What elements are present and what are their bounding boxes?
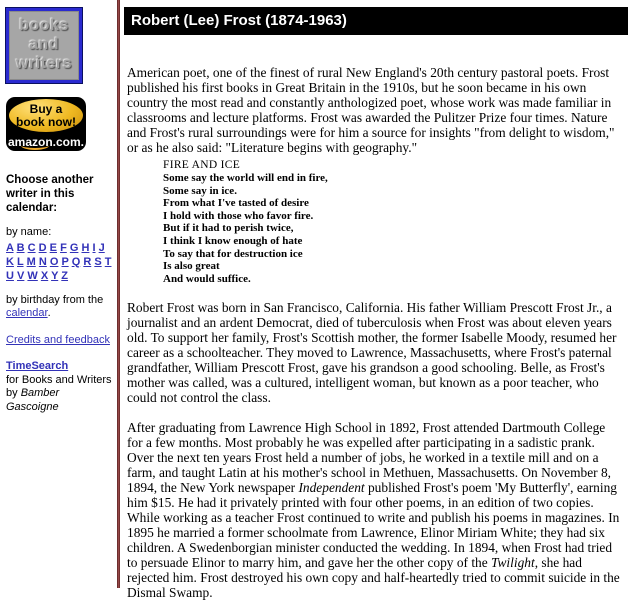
alphabet-link-V[interactable]: V bbox=[17, 269, 25, 282]
poem-line: Some say in ice. bbox=[163, 184, 237, 197]
italic-title: Independent bbox=[298, 480, 365, 496]
alphabet-link-X[interactable]: X bbox=[40, 269, 49, 282]
timesearch-author: Bamber Gascoigne bbox=[6, 387, 60, 413]
alphabet-link-O[interactable]: O bbox=[49, 255, 59, 268]
logo-line: and bbox=[29, 36, 59, 53]
timesearch-link[interactable]: TimeSearch bbox=[6, 360, 69, 372]
alphabet-link-M[interactable]: M bbox=[26, 255, 36, 268]
amazon-button-line1: Buy a bbox=[29, 102, 63, 116]
main-content bbox=[124, 7, 628, 600]
alphabet-link-U[interactable]: U bbox=[6, 269, 14, 282]
poem-line: To say that for destruction ice bbox=[163, 247, 303, 260]
alphabet-link-H[interactable]: H bbox=[81, 241, 90, 254]
amazon-brand-label: amazon.com. bbox=[7, 135, 85, 149]
alphabet-link-C[interactable]: C bbox=[27, 241, 36, 254]
poem-line: Some say the world will end in fire, bbox=[163, 172, 328, 184]
by-birthday-prefix: by birthday from the bbox=[6, 293, 104, 306]
alphabet-link-K[interactable]: K bbox=[6, 255, 14, 268]
alphabet-link-J[interactable]: J bbox=[98, 241, 105, 254]
alphabet-link-Q[interactable]: Q bbox=[71, 255, 81, 268]
chooser-heading: Choose another writer in this calendar: bbox=[6, 174, 94, 214]
amazon-buy-book-button[interactable] bbox=[6, 97, 86, 151]
biography-paragraph-3 bbox=[127, 420, 624, 600]
alphabet-link-T[interactable]: T bbox=[104, 255, 112, 268]
alphabet-link-F[interactable]: F bbox=[60, 241, 67, 254]
timesearch-block bbox=[6, 360, 114, 414]
alphabet-link-Z[interactable]: Z bbox=[61, 269, 69, 282]
amazon-button-line2: book now! bbox=[16, 115, 76, 129]
sidebar bbox=[6, 8, 114, 414]
biography-paragraph-2: Robert Frost was born in San Francisco, California. His father William Prescott Frost Jr., a journalist and an ardent Democrat, died of tuberculosis when Frost was about eleven years old. To support her family, Frost's Scottish mother, the former Isabelle Moody, resumed her career as a schoolteacher. They moved to Lawrence, Massachusetts, where Frost's paternal grandfather, William Prescott Frost, gave his grandson a good schooling. Belle, as Frost's mother was called, was a cultured, intelligent woman, but known as a poor teacher, who could not control the class. bbox=[127, 300, 617, 406]
poem-line: I hold with those who favor fire. bbox=[163, 209, 314, 222]
sidebar-divider bbox=[117, 0, 120, 588]
alphabet-link-R[interactable]: R bbox=[83, 255, 92, 268]
alphabet-link-L[interactable]: L bbox=[17, 255, 24, 268]
text-segment: After graduating from Lawrence High School in 1892, Frost attended Dartmouth College for a few months. Most probably he was expelled after participating in a sadistic prank. Over the next ten years Frost held a number of jobs, he worked in a textile mill and on a farm, and taught Latin at his mother's school in Methuen, Massachusetts. On November 8, 1894, the New York newspaper bbox=[127, 420, 612, 496]
page-title: Robert (Lee) Frost (1874-1963) bbox=[131, 12, 347, 29]
alphabet-link-G[interactable]: G bbox=[69, 241, 79, 254]
by-birthday-text bbox=[6, 294, 114, 321]
poem-line: But if it had to perish twice, bbox=[163, 222, 294, 235]
timesearch-byline: by Bamber Gascoigne bbox=[6, 387, 60, 413]
alphabet-link-Y[interactable]: Y bbox=[51, 269, 59, 282]
poem-line: I think I know enough of hate bbox=[163, 234, 303, 247]
by-name-label: by name: bbox=[6, 226, 52, 238]
alphabet-link-A[interactable]: A bbox=[6, 241, 14, 254]
biography-text bbox=[127, 65, 624, 600]
logo-line: writers bbox=[16, 55, 72, 72]
alphabet-link-S[interactable]: S bbox=[94, 255, 102, 268]
text-segment: published Frost's poem 'My Butterfly', earning him $15. He had it privately printed with four other poems, in an edition of two copies. While working as a teacher Frost continued to write and publish his poems in magazines. In 1895 he married a former schoolmate from Lawrence, Elinor Miriam White; they had six children. A Swedenborgian minister conducted the wedding. In 1894, when Frost had tried to persuade Elinor to marry him, and gave her the other copy of the bbox=[127, 480, 620, 571]
poem-lines bbox=[163, 172, 624, 285]
alphabet-link-D[interactable]: D bbox=[38, 241, 47, 254]
alphabet-link-E[interactable]: E bbox=[49, 241, 57, 254]
poem-line: And would suffice. bbox=[163, 272, 251, 285]
poem-fire-and-ice bbox=[163, 159, 624, 285]
alphabet-links bbox=[6, 241, 114, 283]
alphabet-link-I[interactable]: I bbox=[92, 241, 96, 254]
poem-line: From what I've tasted of desire bbox=[163, 197, 309, 210]
italic-title: Twilight bbox=[491, 555, 535, 571]
poem-line: Is also great bbox=[163, 260, 220, 273]
alphabet-link-B[interactable]: B bbox=[16, 241, 25, 254]
timesearch-line2: for Books and Writers bbox=[6, 373, 112, 386]
alphabet-link-N[interactable]: N bbox=[38, 255, 47, 268]
logo-line: books bbox=[19, 17, 69, 34]
books-and-writers-logo[interactable] bbox=[6, 8, 82, 83]
calendar-suffix: . bbox=[47, 307, 51, 319]
amazon-oval bbox=[9, 99, 83, 132]
credits-feedback-link[interactable]: Credits and feedback bbox=[6, 333, 110, 346]
poem-title: FIRE AND ICE bbox=[163, 159, 241, 171]
calendar-link[interactable]: calendar bbox=[6, 307, 48, 319]
alphabet-link-W[interactable]: W bbox=[27, 269, 38, 282]
biography-paragraph-1: American poet, one of the finest of rural New England's 20th century pastoral poets. Frost published his first books in Great Britain in the 1910s, but he soon became in his own country the most read and constantly anthologized poet, whose work was made familiar in classrooms and lecture platforms. Frost was awarded the Pulitzer Prize four times. Nature and Frost's rural surroundings were for him a source for insights "from delight to wisdom," or as he also said: "Literature begins with geography." bbox=[127, 65, 615, 155]
alphabet-link-P[interactable]: P bbox=[61, 255, 69, 268]
text-segment: , she had rejected him. Frost destroyed his own copy and half-heartedly tried to commit suicide in the Dismal Swamp. bbox=[127, 555, 620, 600]
credits-row bbox=[6, 334, 114, 348]
page-title-bar bbox=[124, 7, 628, 35]
